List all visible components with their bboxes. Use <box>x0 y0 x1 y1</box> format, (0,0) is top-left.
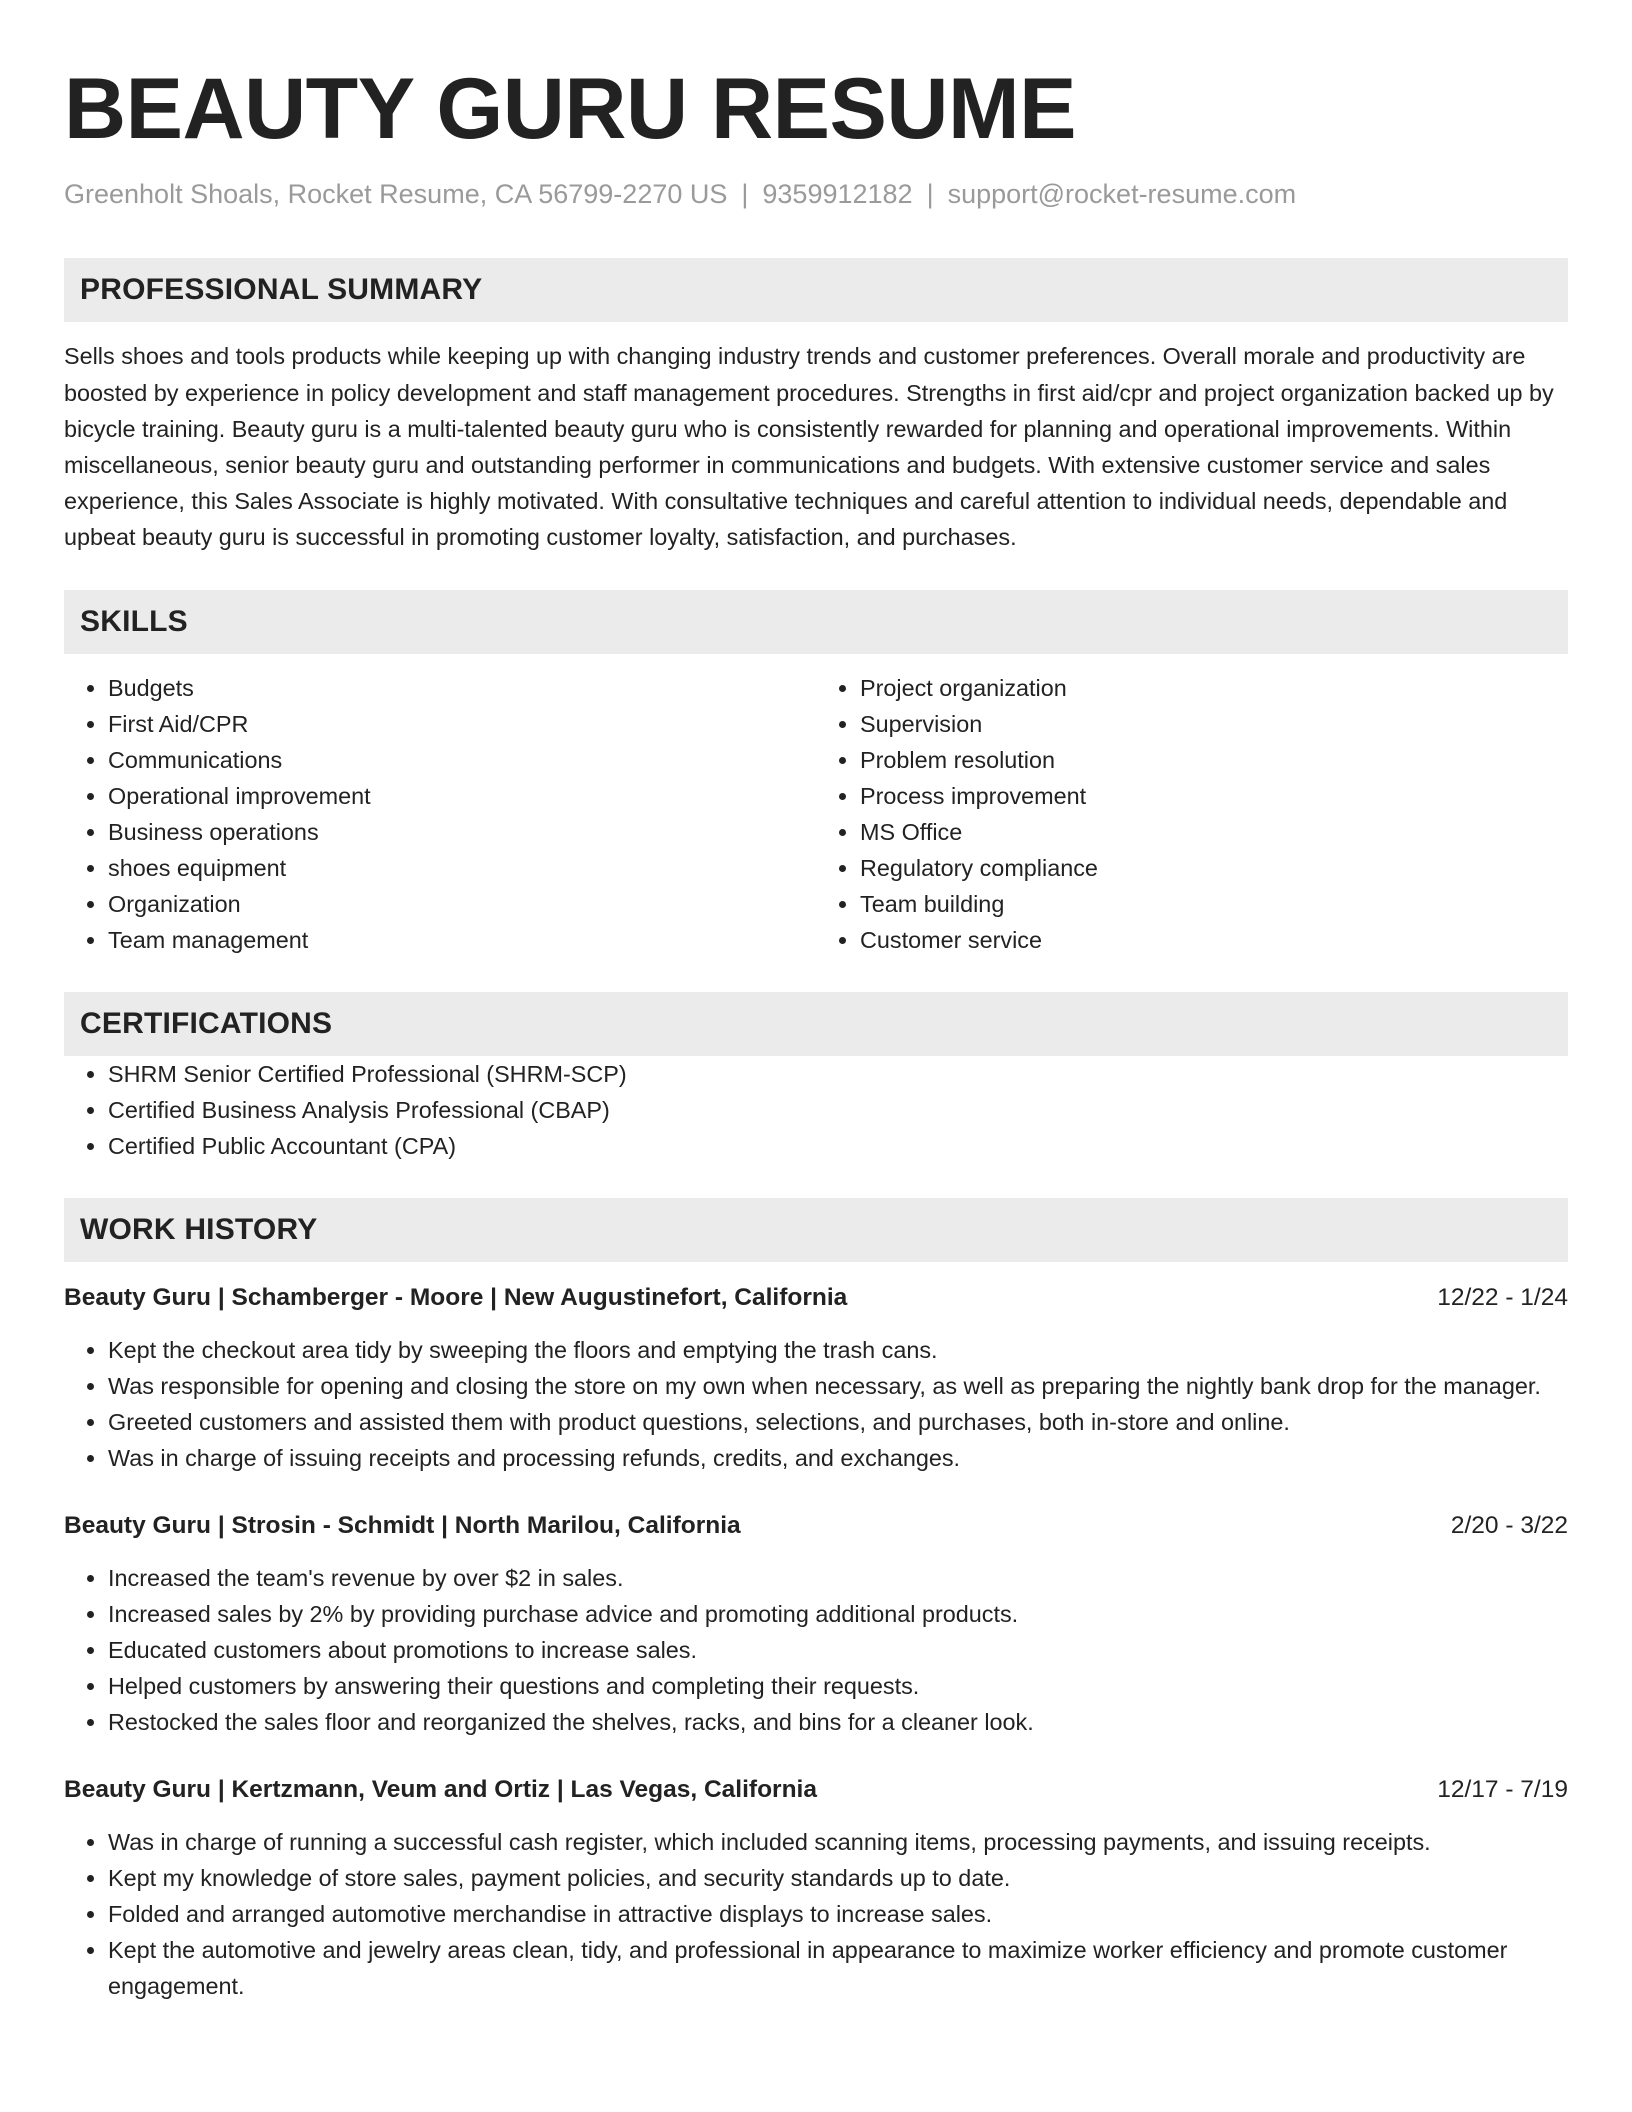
contact-email: support@rocket-resume.com <box>947 179 1297 209</box>
job-dates: 2/20 - 3/22 <box>1450 1511 1568 1539</box>
certification-item: • SHRM Senior Certified Professional (SHRM-SCP) <box>108 1056 1568 1092</box>
job-bullet: • Increased the team's revenue by over $2 in sales. <box>108 1560 1568 1596</box>
job-bullet: • Educated customers about promotions to increase sales. <box>108 1632 1568 1668</box>
summary-header-bar <box>64 258 1568 322</box>
skill-item: • Supervision <box>860 706 1568 742</box>
contact-address: Greenholt Shoals, Rocket Resume, CA 56799-2270 US <box>64 179 728 209</box>
skill-item: • Problem resolution <box>860 742 1568 778</box>
job-header <box>64 1508 1568 1544</box>
job-bullet: • Kept my knowledge of store sales, payment policies, and security standards up to date. <box>108 1860 1568 1896</box>
certifications-heading: CERTIFICATIONS <box>80 1006 333 1040</box>
skill-item: • Team management <box>108 922 816 958</box>
skills-section <box>64 590 1568 958</box>
job-dates: 12/17 - 7/19 <box>1437 1775 1568 1803</box>
contact-separator: | <box>741 179 749 209</box>
certifications-list <box>64 1056 1568 1164</box>
job-bullets <box>64 1560 1568 1740</box>
job-bullet: • Was responsible for opening and closing the store on my own when necessary, as well as preparing the nightly bank drop for the manager. <box>108 1368 1568 1404</box>
certifications-section <box>64 992 1568 1164</box>
work-history-heading: WORK HISTORY <box>80 1212 318 1246</box>
job-title: Beauty Guru | Strosin - Schmidt | North Marilou, California <box>64 1511 741 1539</box>
job-dates: 12/22 - 1/24 <box>1437 1283 1568 1311</box>
summary-text: Sells shoes and tools products while keeping up with changing industry trends and customer preferences. Overall morale and productivity are boosted by experience in policy development and staff management procedures. Strengths in first aid/cpr and project organization backed up by bicycle training. Beauty guru is a multi-talented beauty guru who is consistently rewarded for planning and operational improvements. Within miscellaneous, senior beauty guru and outstanding performer in communications and budgets. With extensive customer service and sales experience, this Sales Associate is highly motivated. With consultative techniques and careful attention to individual needs, dependable and upbeat beauty guru is successful in promoting customer loyalty, satisfaction, and purchases. <box>64 343 1554 551</box>
skill-item: • Organization <box>108 886 816 922</box>
job-title: Beauty Guru | Schamberger - Moore | New Augustinefort, California <box>64 1283 848 1311</box>
resume-title: BEAUTY GURU RESUME <box>64 61 1076 157</box>
job-bullet: • Was in charge of issuing receipts and processing refunds, credits, and exchanges. <box>108 1440 1568 1476</box>
job-bullet: • Was in charge of running a successful cash register, which included scanning items, processing payments, and issuing receipts. <box>108 1824 1568 1860</box>
skill-item: • Operational improvement <box>108 778 816 814</box>
skill-item: • Project organization <box>860 670 1568 706</box>
certification-item: • Certified Public Accountant (CPA) <box>108 1128 1568 1164</box>
skills-grid <box>64 670 1568 958</box>
contact-line <box>64 178 1568 210</box>
certifications-header-bar <box>64 992 1568 1056</box>
skills-heading: SKILLS <box>80 604 188 638</box>
skills-list-right <box>816 670 1568 958</box>
certification-item: • Certified Business Analysis Professional (CBAP) <box>108 1092 1568 1128</box>
job-bullet: • Increased sales by 2% by providing purchase advice and promoting additional products. <box>108 1596 1568 1632</box>
job-entry <box>64 1280 1568 1476</box>
skill-item: • Regulatory compliance <box>860 850 1568 886</box>
skill-item: • MS Office <box>860 814 1568 850</box>
work-history-section <box>64 1198 1568 2004</box>
summary-section <box>64 258 1568 555</box>
job-bullet: • Greeted customers and assisted them with product questions, selections, and purchases, both in-store and online. <box>108 1404 1568 1440</box>
job-entry <box>64 1772 1568 2004</box>
job-bullet: • Folded and arranged automotive merchandise in attractive displays to increase sales. <box>108 1896 1568 1932</box>
job-title: Beauty Guru | Kertzmann, Veum and Ortiz | Las Vegas, California <box>64 1775 817 1803</box>
summary-heading: PROFESSIONAL SUMMARY <box>80 273 483 307</box>
skills-header-bar <box>64 590 1568 654</box>
job-header <box>64 1772 1568 1808</box>
contact-phone: 9359912182 <box>762 179 913 209</box>
skill-item: • shoes equipment <box>108 850 816 886</box>
job-bullets <box>64 1824 1568 2004</box>
contact-separator: | <box>926 179 934 209</box>
skill-item: • Customer service <box>860 922 1568 958</box>
job-bullet: • Restocked the sales floor and reorganized the shelves, racks, and bins for a cleaner look. <box>108 1704 1568 1740</box>
skill-item: • Business operations <box>108 814 816 850</box>
skill-item: • Communications <box>108 742 816 778</box>
job-bullet: • Kept the checkout area tidy by sweeping the floors and emptying the trash cans. <box>108 1332 1568 1368</box>
work-history-header-bar <box>64 1198 1568 1262</box>
job-header <box>64 1280 1568 1316</box>
skill-item: • Budgets <box>108 670 816 706</box>
skill-item: • Team building <box>860 886 1568 922</box>
job-bullet: • Kept the automotive and jewelry areas clean, tidy, and professional in appearance to maximize worker efficiency and promote customer engagement. <box>108 1932 1568 2004</box>
skill-item: • Process improvement <box>860 778 1568 814</box>
job-entry <box>64 1508 1568 1740</box>
job-bullet: • Helped customers by answering their questions and completing their requests. <box>108 1668 1568 1704</box>
skill-item: • First Aid/CPR <box>108 706 816 742</box>
job-bullets <box>64 1332 1568 1476</box>
skills-list-left <box>64 670 816 958</box>
